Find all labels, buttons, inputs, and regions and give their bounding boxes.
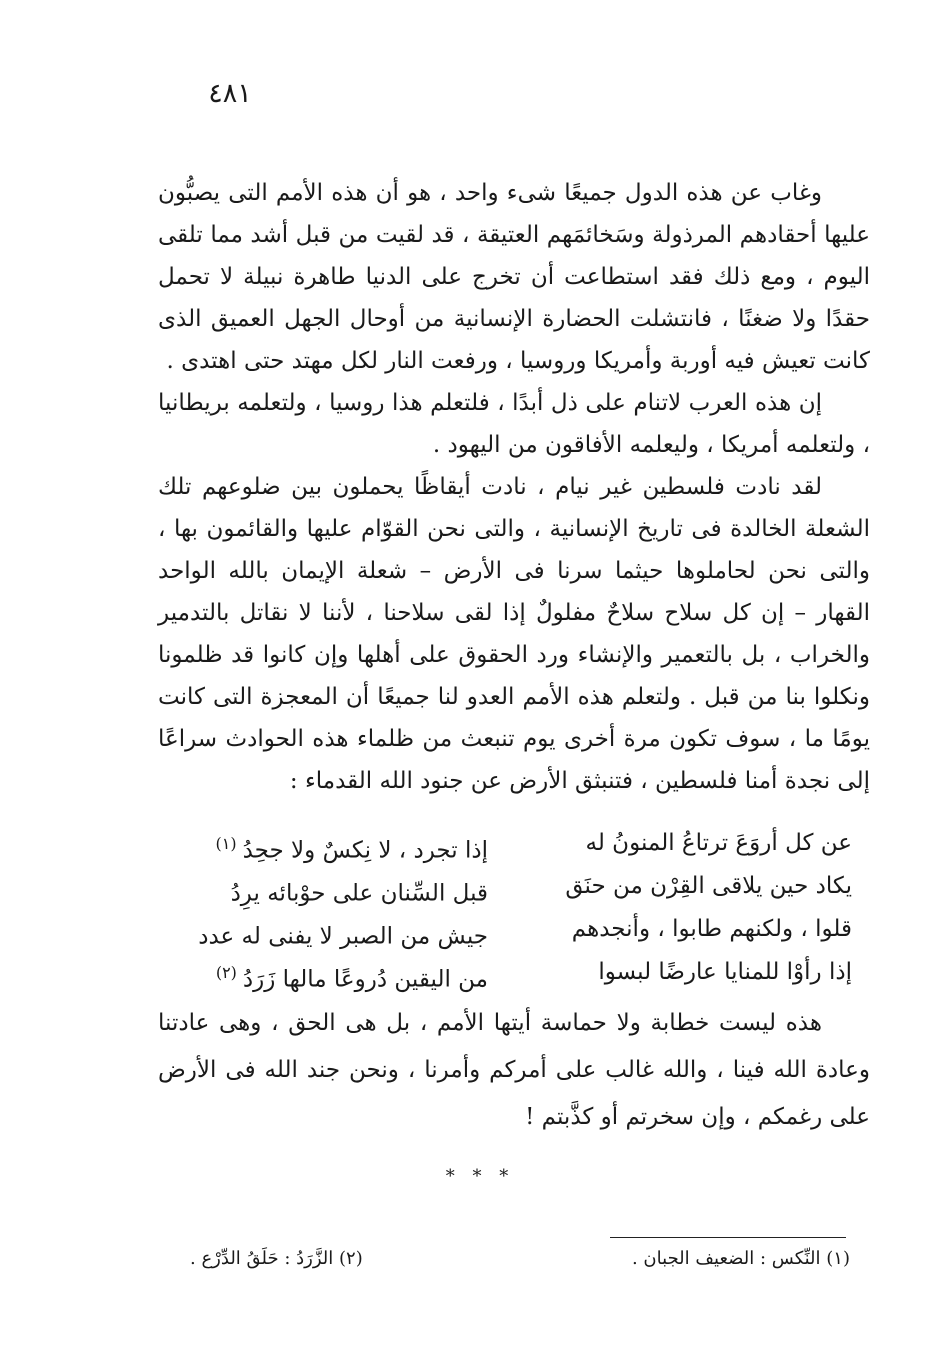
paragraph: وغاب عن هذه الدول جميعًا شىء واحد ، هو أن هذه الأمم التى يصبُّون عليها أحقادهم المرذولة وسَخائمَهم العتيقة ، قد لقيت من قبل أشد مما تلقى اليوم ، ومع ذلك فقد استطاعت أن تخرج على الدنيا طاهرة نبيلة لا تحمل حقدًا ولا ضغنًا ، فانتشلت الحضارة الإنسانية من أوحال الجهل العميق الذى كانت تعيش فيه أوربة وأمريكا وروسيا ، ورفعت النار لكل مهتد حتى اهتدى .: [158, 180, 870, 374]
poem-verse: [158, 865, 870, 908]
poem-second-hemistich: [158, 865, 488, 908]
poem-first-hemistich: يكاد حين يلاقى القِرْن من حنَق: [565, 873, 852, 899]
footnote-marker: (٢): [215, 963, 237, 982]
poem-first-hemistich: عن كل أروَعَ ترتاعُ المنونُ له: [585, 830, 852, 856]
poem-first-hemistich: قلوا ، ولكنهم طابوا ، وأنجدهم: [571, 916, 852, 942]
poem-verse: [158, 822, 870, 865]
footnote: (١) النِّكس : الضعيف الجبان .: [631, 1248, 850, 1269]
footnote-marker: (١): [215, 834, 237, 853]
poem-second-hemistich-text: جيش من الصبر لا يفنى له عدد: [198, 923, 488, 950]
poem-first-hemistich: إذا رأوْا للمنايا عارضًا لبسوا: [598, 959, 852, 985]
poem-second-hemistich: [158, 951, 488, 994]
poem-second-hemistich-text: من اليقين دُروعًا مالها زَرَدُ: [242, 966, 488, 993]
section-separator: * * *: [445, 1166, 515, 1187]
poem: [158, 822, 870, 994]
page-number: ٤٨١: [208, 78, 252, 109]
poem-second-hemistich: [158, 822, 488, 865]
poem-second-hemistich-text: قبل السِّنان على حوْبائه يرِدُ: [230, 880, 488, 907]
footnote-divider: [610, 1237, 846, 1238]
closing-paragraph: هذه ليست خطابة ولا حماسة أيتها الأمم ، بل هى الحق ، وهى عادتنا وعادة الله فينا ، والله غالب على أمركم وأمرنا ، ونحن جند الله فى الأرض على رغمكم ، وإن سخرتم أو كذَّبتم !: [158, 1010, 870, 1130]
poem-verse: [158, 908, 870, 951]
paragraph: لقد نادت فلسطين غير نيام ، نادت أيقاظًا يحملون بين ضلوعهم تلك الشعلة الخالدة فى تاريخ الإنسانية ، والتى نحن القوّام عليها والقائمون بها ، والتى نحن لحاملوها حيثما سرنا فى الأرض – شعلة الإيمان بالله الواحد القهار – إن كل سلاح سلاحٌ مفلولٌ إذا لقى سلاحنا ، لأننا لا نقاتل بالتدمير والخراب ، بل بالتعمير والإنشاء ورد الحقوق على أهلها وإن كانوا قد ظلمونا ونكلوا بنا من قبل . ولتعلم هذه الأمم العدو لنا جميعًا أن المعجزة التى كانت يومًا ما ، سوف تكون مرة أخرى يوم تنبعث من ظلماء هذه الحوادث سراعًا إلى نجدة أمنا فلسطين ، فتنبثق الأرض عن جنود الله القدماء :: [158, 474, 870, 794]
paragraph: إن هذه العرب لاتنام على ذل أبدًا ، فلتعلم هذا روسيا ، ولتعلمه بريطانيا ، ولتعلمه أمريكا ، وليعلمه الأفاقون من اليهود .: [158, 390, 870, 458]
poem-verse: [158, 951, 870, 994]
body-text: [158, 172, 870, 802]
footnotes: [190, 1248, 850, 1269]
poem-second-hemistich: [158, 908, 488, 951]
footnote: (٢) الزَّرَدُ : حَلَقُ الدِّرْع .: [190, 1248, 363, 1269]
poem-second-hemistich-text: إذا تجرد ، لا نِكسٌ ولا جحِدُ: [242, 837, 488, 864]
